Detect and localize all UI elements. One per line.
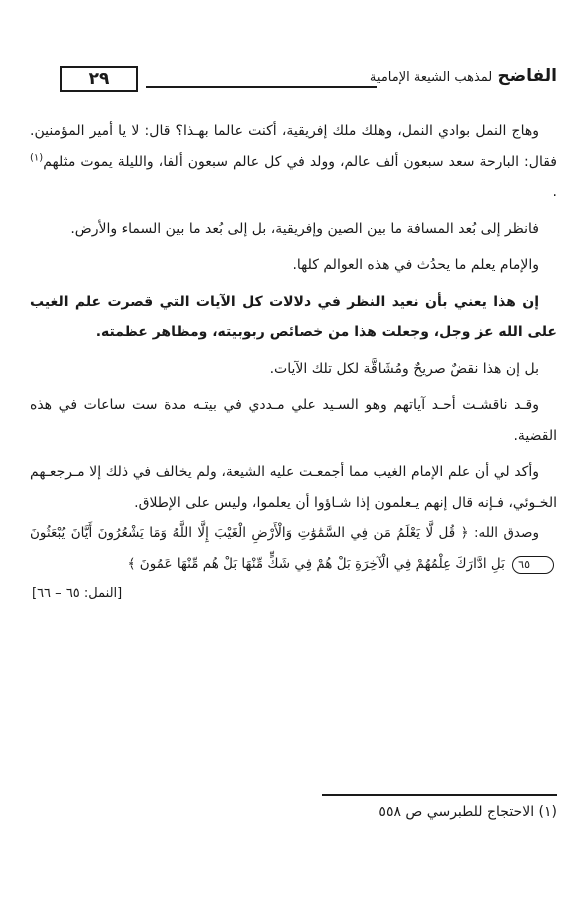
book-subtitle: لمذهب الشيعة الإمامية bbox=[369, 70, 493, 85]
body-text bbox=[30, 116, 557, 610]
page-header bbox=[30, 66, 557, 96]
paragraph: وأكد لي أن علم الإمام الغيب مما أجمعـت عليه الشيعة، ولم يخالف في ذلك إلا مـرجعـهم الخـوئي، فـإنه قال إنهم يـعلمون إذا شـاؤوا أن يعلموا، وليس على الإطلاق. bbox=[30, 464, 557, 511]
quran-text: بَلِ ادَّارَكَ عِلْمُهُمْ فِي الْآخِرَةِ بَلْ هُمْ فِي شَكٍّ مِّنْهَا بَلْ هُم مِّنْهَا عَمُونَ ﴾ bbox=[127, 555, 505, 572]
paragraph-text: وهاج النمل بوادي النمل، وهلك ملك إفريقية، أكنت عالما بهـذا؟ قال: لا يا أمير المؤمنين. فقال: البارحة سعد سبعون ألف عالم، وولد في كل عالم سبعون ألفا، والليلة يموت مثلهم bbox=[30, 123, 557, 170]
quran-reference: [النمل: ٦٥ – ٦٦] bbox=[32, 586, 123, 601]
footnote-marker: (١) bbox=[30, 151, 44, 163]
quran-text: ﴿ قُل لَّا يَعْلَمُ مَن فِي السَّمَٰوَٰتِ وَالْأَرْضِ الْغَيْبَ إِلَّا اللَّهُ وَمَا يَشْعُرُونَ أَيَّانَ يُبْعَثُونَ bbox=[30, 525, 469, 541]
page-number: ٢٩ bbox=[60, 66, 138, 92]
paragraph bbox=[30, 116, 557, 208]
footnote-divider bbox=[322, 794, 557, 796]
paragraph: وقـد ناقشـت أحـد آياتهم وهو السـيد علي مـددي في بيتـه مدة ست ساعات في هذه القضية. bbox=[30, 397, 557, 444]
paragraph: والإمام يعلم ما يحدُث في هذه العوالم كلها. bbox=[292, 257, 539, 273]
quote-intro: وصدق الله: bbox=[473, 525, 539, 541]
header-rule bbox=[146, 86, 377, 88]
paragraph: فانظر إلى بُعد المسافة ما بين الصين وإفريقية، بل إلى بُعد ما بين السماء والأرض. bbox=[70, 220, 539, 237]
footnote: (١) الاحتجاج للطبرسي ص ٥٥٨ bbox=[378, 804, 557, 820]
paragraph: إن هذا يعني بأن نعيد النظر في دلالات كل الآيات التي قصرت علم الغيب على الله عز وجل، وجعلت هذا من خصائص ربوبيته، ومظاهر عظمته. bbox=[30, 293, 557, 340]
sentence-end: . bbox=[552, 184, 557, 200]
quran-quote bbox=[30, 518, 557, 579]
running-title bbox=[369, 66, 557, 86]
book-title: الفاضح bbox=[497, 66, 557, 86]
verse-number: ٦٥ bbox=[512, 556, 554, 574]
paragraph: بل إن هذا نقضٌ صريحٌ ومُشَاقَّة لكل تلك الآيات. bbox=[269, 360, 539, 377]
